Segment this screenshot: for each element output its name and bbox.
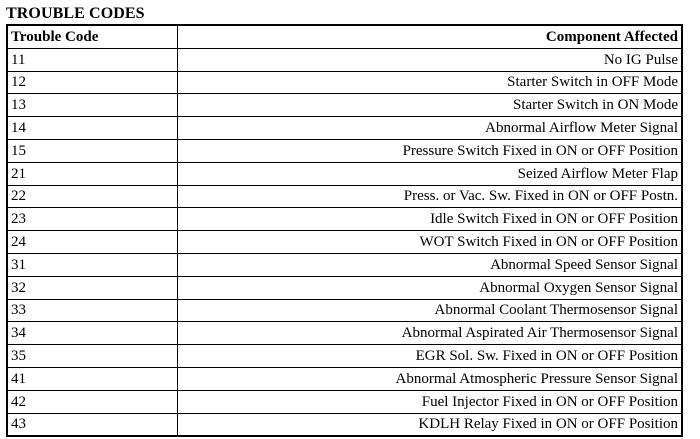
table-row (7, 71, 682, 94)
trouble-code-cell: 32 (7, 276, 178, 299)
trouble-code-cell: 24 (7, 231, 178, 254)
component-affected-cell: Pressure Switch Fixed in ON or OFF Position (178, 139, 683, 162)
table-row (7, 162, 682, 185)
table-row (7, 413, 682, 436)
header-component-affected: Component Affected (178, 25, 683, 48)
trouble-code-cell: 23 (7, 208, 178, 231)
table-row (7, 367, 682, 390)
table-row (7, 276, 682, 299)
table-row (7, 117, 682, 140)
trouble-code-cell: 31 (7, 253, 178, 276)
trouble-code-cell: 15 (7, 139, 178, 162)
table-row (7, 139, 682, 162)
table-header (7, 25, 682, 48)
trouble-code-cell: 11 (7, 48, 178, 71)
table-row (7, 390, 682, 413)
header-row (7, 25, 682, 48)
component-affected-cell: Fuel Injector Fixed in ON or OFF Position (178, 390, 683, 413)
table-row (7, 48, 682, 71)
component-affected-cell: EGR Sol. Sw. Fixed in ON or OFF Position (178, 345, 683, 368)
component-affected-cell: Abnormal Coolant Thermosensor Signal (178, 299, 683, 322)
trouble-code-cell: 43 (7, 413, 178, 436)
component-affected-cell: Press. or Vac. Sw. Fixed in ON or OFF Postn. (178, 185, 683, 208)
table-row (7, 322, 682, 345)
component-affected-cell: Abnormal Oxygen Sensor Signal (178, 276, 683, 299)
component-affected-cell: Abnormal Speed Sensor Signal (178, 253, 683, 276)
trouble-code-cell: 34 (7, 322, 178, 345)
component-affected-cell: Starter Switch in OFF Mode (178, 71, 683, 94)
component-affected-cell: Abnormal Airflow Meter Signal (178, 117, 683, 140)
table-row (7, 208, 682, 231)
trouble-code-cell: 12 (7, 71, 178, 94)
trouble-code-cell: 33 (7, 299, 178, 322)
component-affected-cell: Seized Airflow Meter Flap (178, 162, 683, 185)
trouble-code-cell: 14 (7, 117, 178, 140)
table-row (7, 299, 682, 322)
table-row (7, 94, 682, 117)
table-row (7, 345, 682, 368)
component-affected-cell: WOT Switch Fixed in ON or OFF Position (178, 231, 683, 254)
header-trouble-code: Trouble Code (7, 25, 178, 48)
table-row (7, 231, 682, 254)
trouble-code-cell: 22 (7, 185, 178, 208)
table-row (7, 185, 682, 208)
trouble-code-cell: 41 (7, 367, 178, 390)
table-body (7, 48, 682, 436)
component-affected-cell: Idle Switch Fixed in ON or OFF Position (178, 208, 683, 231)
table-row (7, 253, 682, 276)
document-title: TROUBLE CODES (6, 5, 145, 22)
trouble-code-cell: 21 (7, 162, 178, 185)
component-affected-cell: KDLH Relay Fixed in ON or OFF Position (178, 413, 683, 436)
component-affected-cell: Starter Switch in ON Mode (178, 94, 683, 117)
trouble-code-cell: 42 (7, 390, 178, 413)
component-affected-cell: Abnormal Aspirated Air Thermosensor Signal (178, 322, 683, 345)
trouble-codes-table (6, 24, 683, 437)
trouble-code-cell: 13 (7, 94, 178, 117)
trouble-code-cell: 35 (7, 345, 178, 368)
component-affected-cell: No IG Pulse (178, 48, 683, 71)
component-affected-cell: Abnormal Atmospheric Pressure Sensor Signal (178, 367, 683, 390)
